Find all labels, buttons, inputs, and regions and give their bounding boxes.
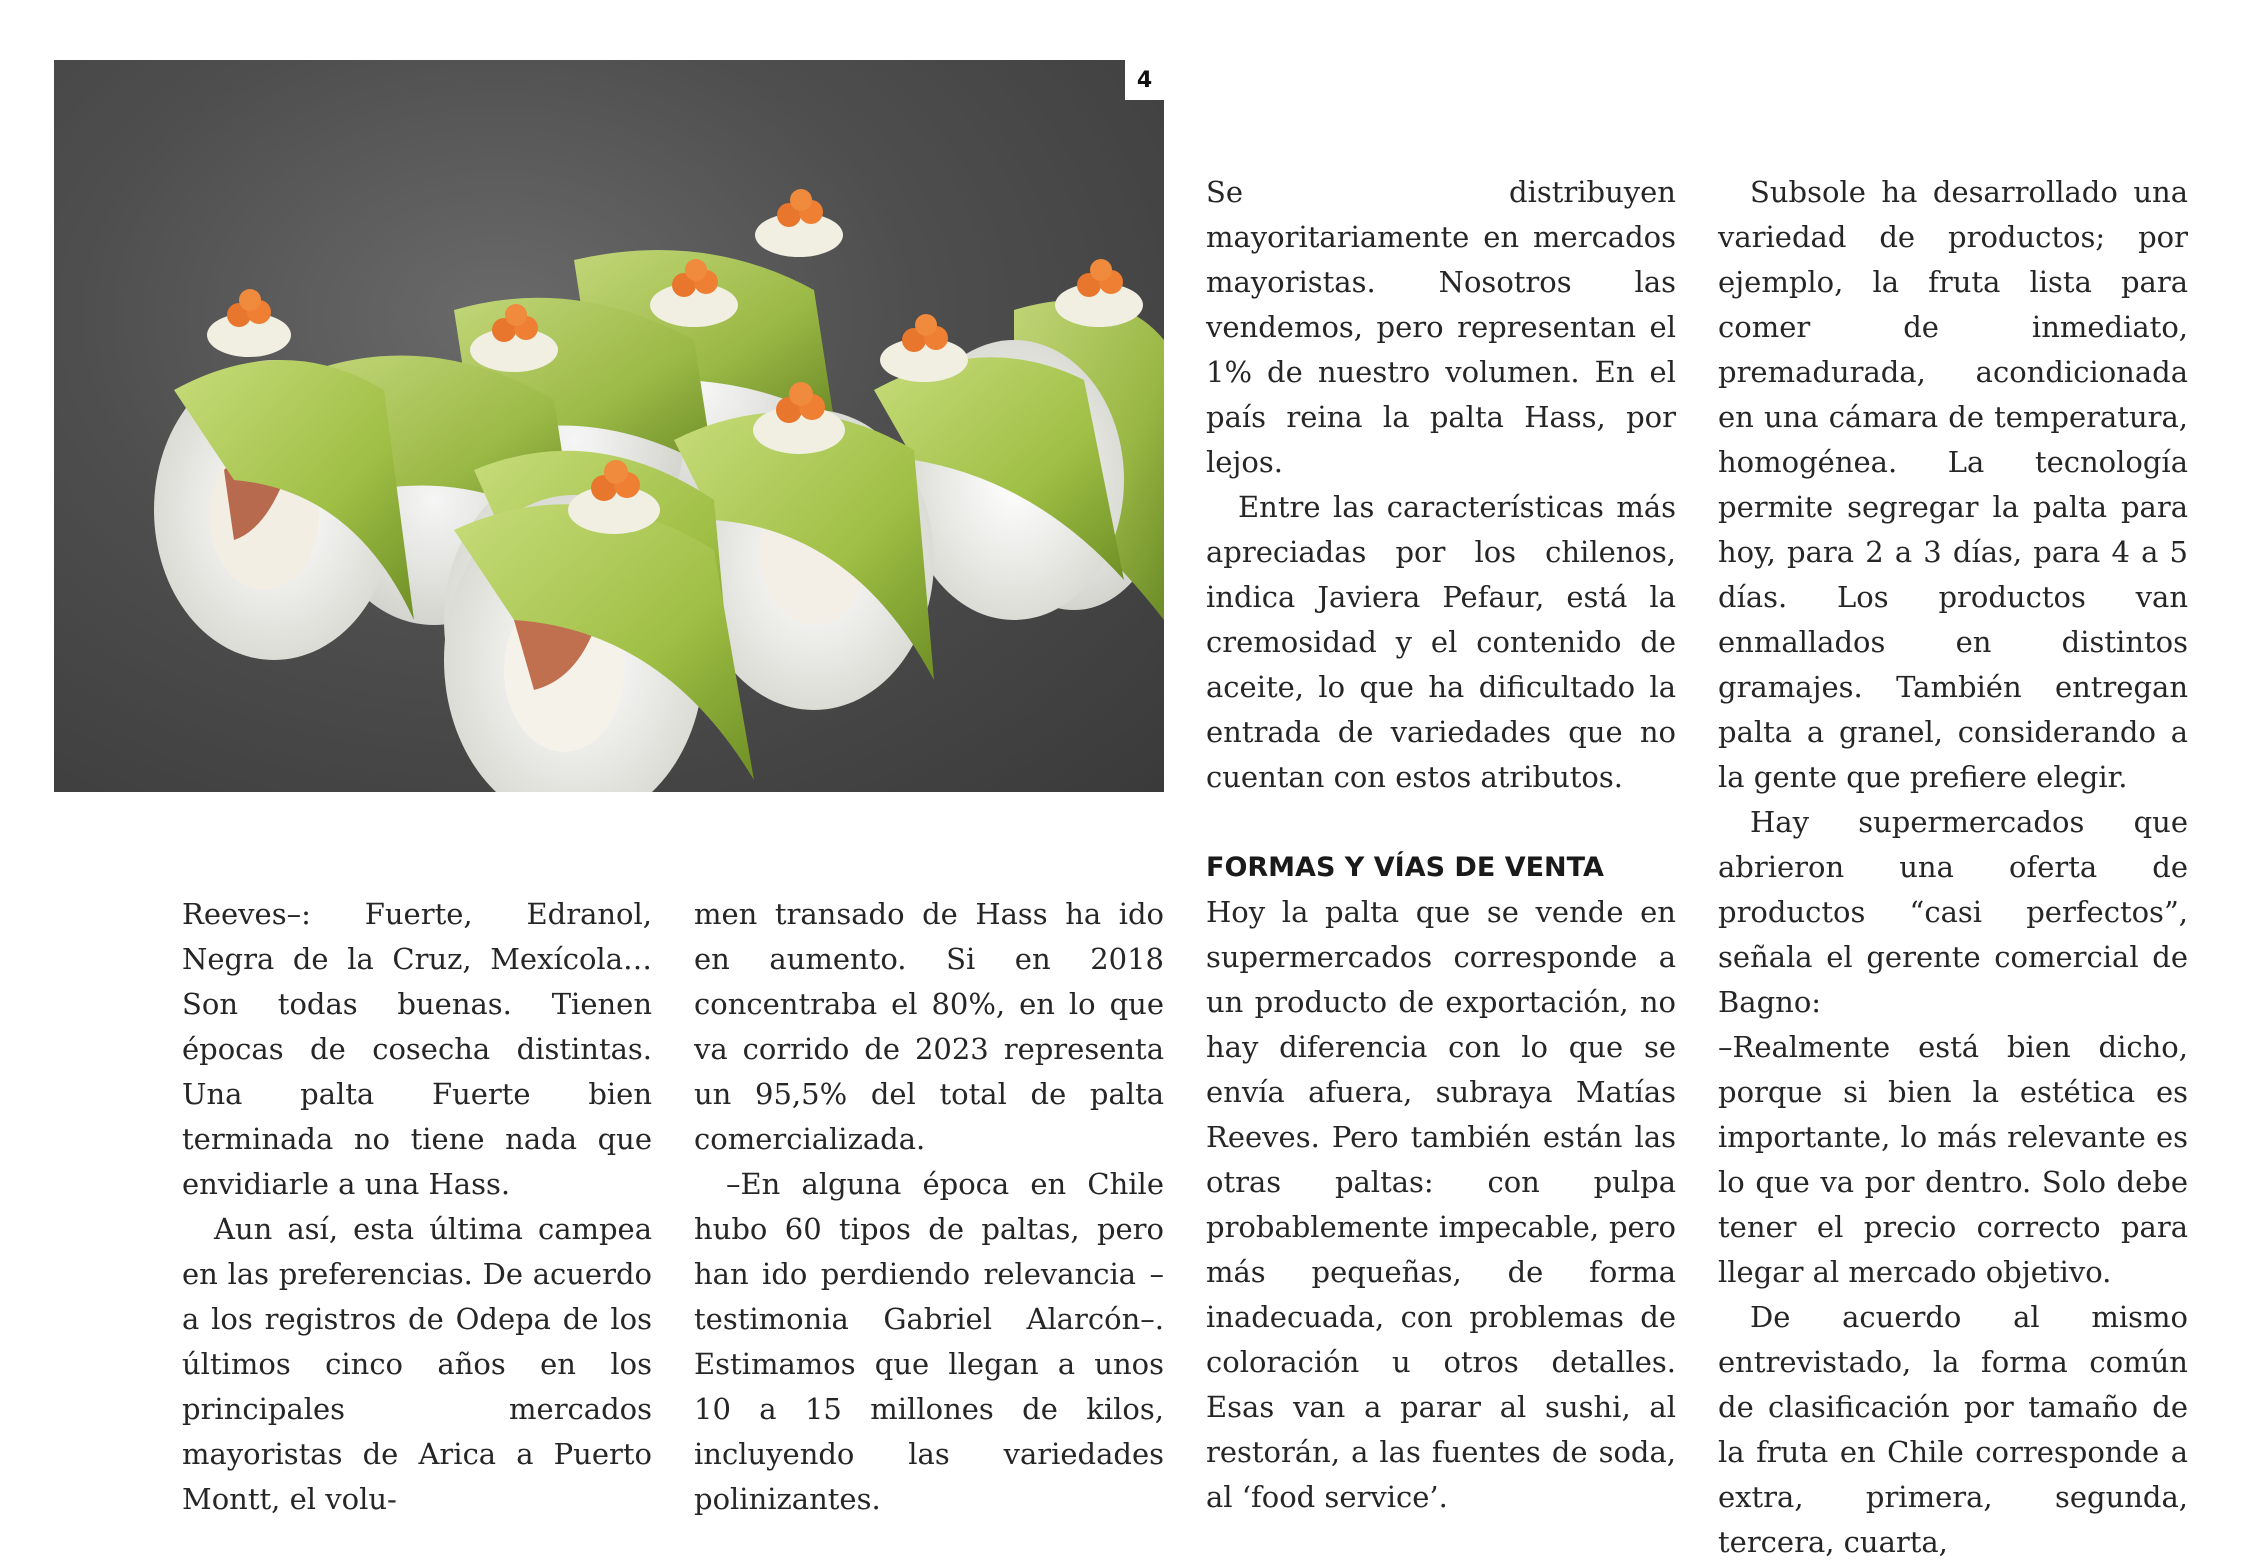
paragraph: Se distribuyen mayoritariamente en mercados mayoristas. Nosotros las vendemos, pero representan el 1% de nuestro volumen. En el país reina la palta Hass, por lejos. xyxy=(1206,175,1676,479)
article-column-1 xyxy=(182,892,652,1522)
sushi-photo xyxy=(54,60,1164,792)
photo-number: 4 xyxy=(1125,60,1164,100)
paragraph: Entre las características más apreciadas por los chilenos, indica Javiera Pefaur, está la cremosidad y el contenido de aceite, lo que ha dificultado la entrada de variedades que no cuentan con estos atributos. xyxy=(1206,490,1676,794)
paragraph: Hay supermercados que abrieron una oferta de productos “casi perfectos”, señala el gerente comercial de Bagno: xyxy=(1718,805,2188,1019)
article-column-2 xyxy=(694,892,1164,1522)
paragraph: Reeves–: Fuerte, Edranol, Negra de la Cruz, Mexícola… Son todas buenas. Tienen épocas de cosecha distintas. Una palta Fuerte bien terminada no tiene nada que envidiarle a una Hass. xyxy=(182,897,652,1201)
paragraph: men transado de Hass ha ido en aumento. Si en 2018 concentraba el 80%, en lo que va corrido de 2023 representa un 95,5% del total de palta comercializada. xyxy=(694,897,1164,1156)
sushi-rolls-with-avocado-icon xyxy=(54,60,1164,792)
section-subhead: FORMAS Y VÍAS DE VENTA xyxy=(1206,852,1604,883)
article-column-4 xyxy=(1718,170,2188,1565)
paragraph: –En alguna época en Chile hubo 60 tipos de paltas, pero han ido perdiendo relevancia –testimonia Gabriel Alarcón–. Estimamos que llegan a unos 10 a 15 millones de kilos, incluyendo las variedades polinizantes. xyxy=(694,1167,1164,1516)
paragraph: Aun así, esta última campea en las preferencias. De acuerdo a los registros de Odepa de los últimos cinco años en los principales mercados mayoristas de Arica a Puerto Montt, el volu- xyxy=(182,1212,652,1516)
paragraph: Subsole ha desarrollado una variedad de productos; por ejemplo, la fruta lista para comer de inmediato, premadurada, acondicionada en una cámara de temperatura, homogénea. La tecnología permite segregar la palta para hoy, para 2 a 3 días, para 4 a 5 días. Los productos van enmallados en distintos gramajes. También entregan palta a granel, considerando a la gente que prefiere elegir. xyxy=(1718,175,2188,794)
paragraph: De acuerdo al mismo entrevistado, la forma común de clasificación por tamaño de la fruta en Chile corresponde a extra, primera, segunda, tercera, cuarta, xyxy=(1718,1300,2188,1559)
article-column-3 xyxy=(1206,170,1676,1520)
paragraph: –Realmente está bien dicho, porque si bien la estética es importante, lo más relevante es lo que va por dentro. Solo debe tener el precio correcto para llegar al mercado objetivo. xyxy=(1718,1030,2188,1289)
paragraph: Hoy la palta que se vende en supermercados corresponde a un producto de exportación, no hay diferencia con lo que se envía afuera, subraya Matías Reeves. Pero también están las otras paltas: con pulpa probablemente impecable, pero más pequeñas, de forma inadecuada, con problemas de coloración u otros detalles. Esas van a parar al sushi, al restorán, a las fuentes de soda, al ‘food service’. xyxy=(1206,895,1676,1514)
